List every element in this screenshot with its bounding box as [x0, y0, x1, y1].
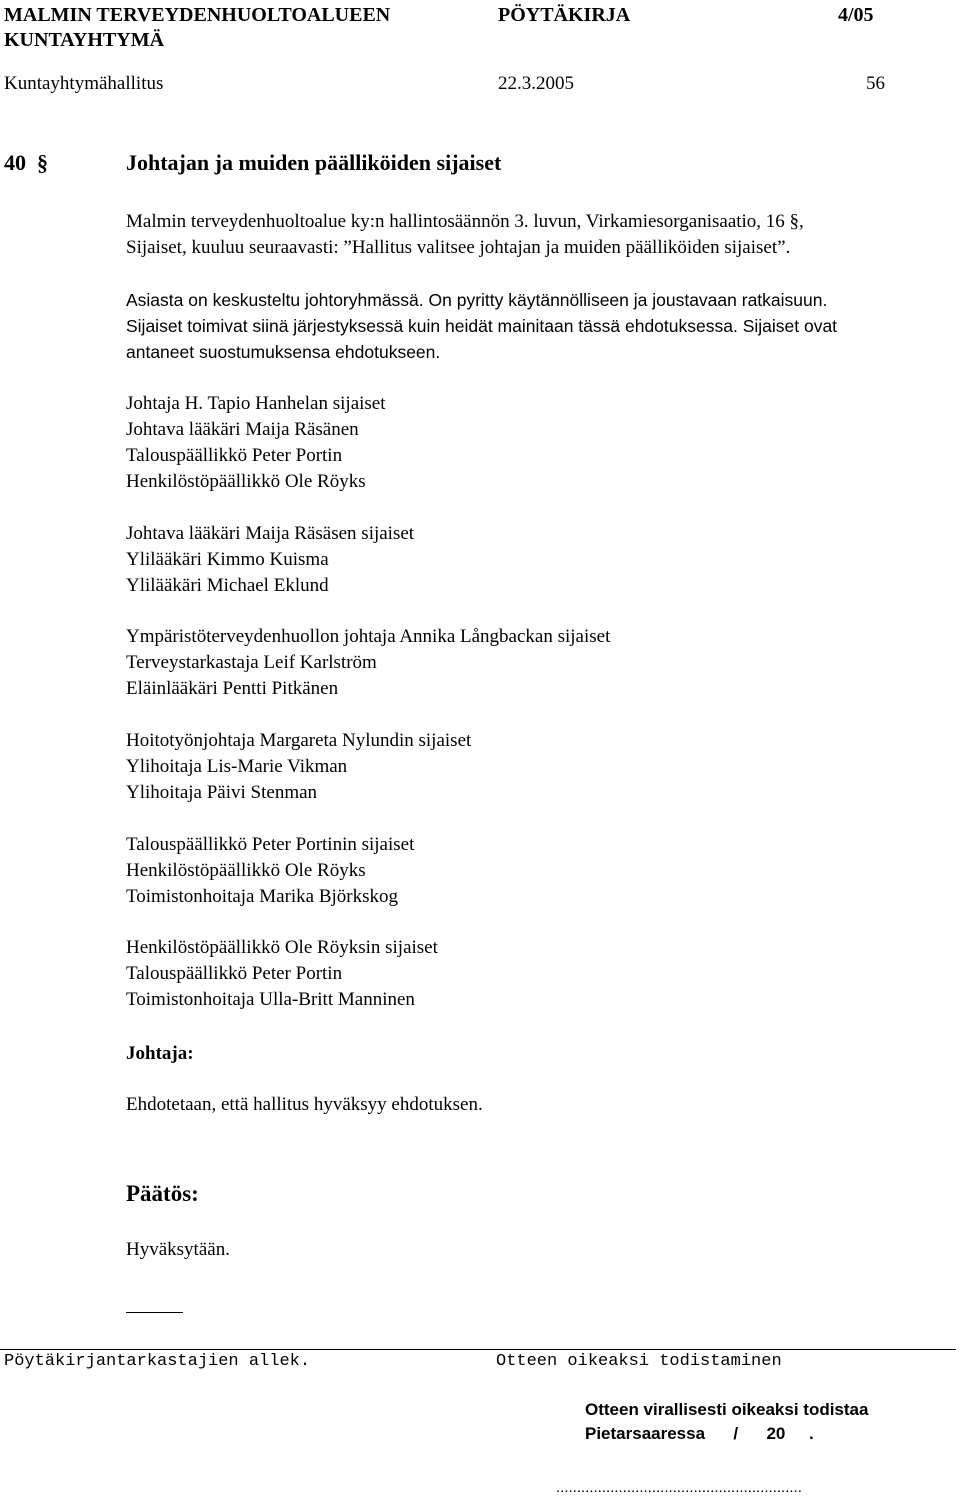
group-member: Johtava lääkäri Maija Räsänen	[126, 419, 359, 440]
footer-right: Otteen oikeaksi todistaminen	[496, 1352, 782, 1371]
footer-divider	[0, 1349, 956, 1350]
section-title: Johtajan ja muiden päälliköiden sijaiset	[126, 150, 502, 175]
footer-left: Pöytäkirjantarkastajien allek.	[4, 1352, 311, 1371]
group-member: Henkilöstöpäällikkö Ole Röyks	[126, 471, 366, 492]
paragraph-line: antaneet suostumuksensa ehdotukseen.	[126, 342, 441, 362]
group-heading: Talouspäällikkö Peter Portinin sijaiset	[126, 834, 415, 855]
group-member: Ylihoitaja Päivi Stenman	[126, 782, 318, 803]
paragraph-line: Malmin terveydenhuoltoalue ky:n hallintosäännön 3. luvun, Virkamiesorganisaatio, 16 §,	[126, 211, 804, 232]
paragraph-line: Sijaiset toimivat siinä järjestyksessä kuin heidät mainitaan tässä ehdotuksessa. Sijaiset ovat	[126, 316, 838, 336]
meeting-date: 22.3.2005	[498, 73, 574, 94]
short-rule	[126, 1312, 183, 1313]
paragraph-line: Asiasta on keskusteltu johtoryhmässä. On pyritty käytännölliseen ja joustavaan ratkaisuun.	[126, 290, 828, 310]
doc-type: PÖYTÄKIRJA	[498, 4, 631, 26]
org-name-line2: KUNTAYHTYMÄ	[4, 29, 165, 51]
page-ref: 4/05	[838, 4, 874, 26]
certify-line1: Otteen virallisesti oikeaksi todistaa	[585, 1400, 869, 1419]
decision-text: Hyväksytään.	[126, 1239, 230, 1260]
signature-dots: ...........................................................	[556, 1479, 802, 1496]
body-name: Kuntayhtymähallitus	[4, 73, 164, 94]
paragraph-discussion	[126, 287, 837, 365]
group-member: Talouspäällikkö Peter Portin	[126, 445, 343, 466]
org-name-line1: MALMIN TERVEYDENHUOLTOALUEEN	[4, 4, 391, 26]
substitute-group	[126, 624, 610, 702]
section-symbol: §	[37, 150, 48, 175]
group-member: Talouspäällikkö Peter Portin	[126, 963, 343, 984]
group-member: Eläinlääkäri Pentti Pitkänen	[126, 678, 339, 699]
group-member: Henkilöstöpäällikkö Ole Röyks	[126, 860, 366, 881]
group-member: Ylihoitaja Lis-Marie Vikman	[126, 756, 348, 777]
page-number: 56	[866, 73, 885, 94]
substitute-group	[126, 832, 414, 910]
paragraph-line: Sijaiset, kuuluu seuraavasti: ”Hallitus valitsee johtajan ja muiden päälliköiden sijaiset”.	[126, 237, 791, 258]
group-heading: Johtaja H. Tapio Hanhelan sijaiset	[126, 393, 386, 414]
paragraph-regulation	[126, 209, 804, 261]
decision-label: Päätös:	[126, 1181, 199, 1206]
group-member: Toimistonhoitaja Ulla-Britt Manninen	[126, 989, 415, 1010]
proposal-text: Ehdotetaan, että hallitus hyväksyy ehdotuksen.	[126, 1094, 483, 1115]
group-heading: Ympäristöterveydenhuollon johtaja Annika Långbackan sijaiset	[126, 626, 611, 647]
proposal-label: Johtaja:	[126, 1043, 194, 1064]
group-member: Ylilääkäri Kimmo Kuisma	[126, 549, 329, 570]
group-heading: Johtava lääkäri Maija Räsäsen sijaiset	[126, 523, 415, 544]
group-heading: Henkilöstöpäällikkö Ole Röyksin sijaiset	[126, 937, 438, 958]
certify-line2: Pietarsaaressa / 20 .	[585, 1424, 814, 1443]
group-heading: Hoitotyönjohtaja Margareta Nylundin sijaiset	[126, 730, 472, 751]
substitute-group	[126, 728, 471, 806]
substitute-group	[126, 521, 414, 599]
substitute-group	[126, 391, 386, 495]
group-member: Toimistonhoitaja Marika Björkskog	[126, 886, 399, 907]
substitute-group	[126, 935, 438, 1013]
group-member: Terveystarkastaja Leif Karlström	[126, 652, 377, 673]
section-number: 40	[4, 150, 26, 175]
group-member: Ylilääkäri Michael Eklund	[126, 575, 329, 596]
